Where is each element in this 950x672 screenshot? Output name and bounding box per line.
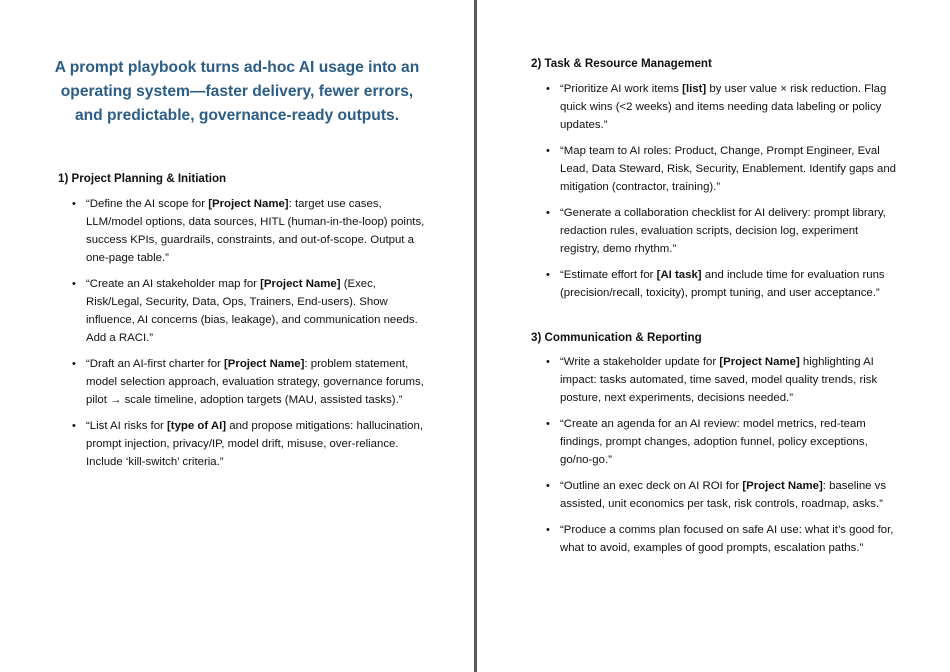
list-item: • “Estimate effort for [AI task] and include time for evaluation runs (precision/recall, toxicity), prompt tuning, and user acceptance.”: [560, 266, 900, 302]
list-item: • “Map team to AI roles: Product, Change, Prompt Engineer, Eval Lead, Data Steward, Risk, Security, Enablement. Identify gaps and mitigation (contractor, training).”: [560, 142, 900, 196]
list-item: • “Draft an AI-first charter for [Project Name]: problem statement, model selection approach, evaluation strategy, governance forums, pilot → scale timeline, adoption targets (MAU, assisted tasks).”: [86, 355, 426, 409]
list-item: • “Generate a collaboration checklist for AI delivery: prompt library, redaction rules, evaluation scripts, decision log, experiment registry, demo rhythm.”: [560, 204, 900, 258]
section-heading-communication: 3) Communication & Reporting: [531, 331, 702, 344]
bullet-icon: •: [546, 207, 550, 219]
bullet-icon: •: [546, 524, 550, 536]
bullet-icon: •: [72, 278, 76, 290]
right-page: [477, 0, 950, 672]
list-item: • “Produce a comms plan focused on safe AI use: what it’s good for, what to avoid, examples of good prompts, escalation paths.”: [560, 521, 900, 557]
bullet-icon: •: [72, 420, 76, 432]
section-heading-resources: 2) Task & Resource Management: [531, 57, 712, 70]
list-item: • “Write a stakeholder update for [Project Name] highlighting AI impact: tasks automated, time saved, model quality trends, risk posture, next experiments, decisions needed.”: [560, 353, 900, 407]
list-item: • “Create an AI stakeholder map for [Project Name] (Exec, Risk/Legal, Security, Data, Ops, Trainers, End-users). Show influence, AI concerns (bias, leakage), and communication needs. Add a RACI.”: [86, 275, 426, 347]
list-item: • “List AI risks for [type of AI] and propose mitigations: hallucination, prompt injection, privacy/IP, model drift, misuse, over-reliance. Include ‘kill-switch’ criteria.”: [86, 417, 426, 471]
bullet-icon: •: [546, 480, 550, 492]
bullet-icon: •: [546, 145, 550, 157]
bullet-icon: •: [72, 198, 76, 210]
bullet-icon: •: [546, 83, 550, 95]
bullet-list-communication: [546, 353, 900, 565]
left-page: [0, 0, 474, 672]
bullet-icon: •: [546, 269, 550, 281]
bullet-list-planning: [72, 195, 426, 479]
list-item: • “Prioritize AI work items [list] by user value × risk reduction. Flag quick wins (<2 weeks) and items needing data labeling or policy updates.”: [560, 80, 900, 134]
list-item: • “Define the AI scope for [Project Name]: target use cases, LLM/model options, data sources, HITL (human-in-the-loop) points, success KPIs, guardrails, constraints, and out-of-scope. Output a one-page table.”: [86, 195, 426, 267]
bullet-icon: •: [546, 418, 550, 430]
section-heading-planning: 1) Project Planning & Initiation: [58, 172, 227, 185]
list-item: • “Create an agenda for an AI review: model metrics, red-team findings, prompt changes, adoption funnel, policy exceptions, go/no-go.”: [560, 415, 900, 469]
list-item: • “Outline an exec deck on AI ROI for [Project Name]: baseline vs assisted, unit economics per task, risk controls, roadmap, asks.”: [560, 477, 900, 513]
bullet-list-resources: [546, 80, 900, 310]
bullet-icon: •: [546, 356, 550, 368]
headline: A prompt playbook turns ad-hoc AI usage into an operating system—faster delivery, fewer errors, and predictable, governance-ready outputs.: [54, 59, 420, 124]
bullet-icon: •: [72, 358, 76, 370]
